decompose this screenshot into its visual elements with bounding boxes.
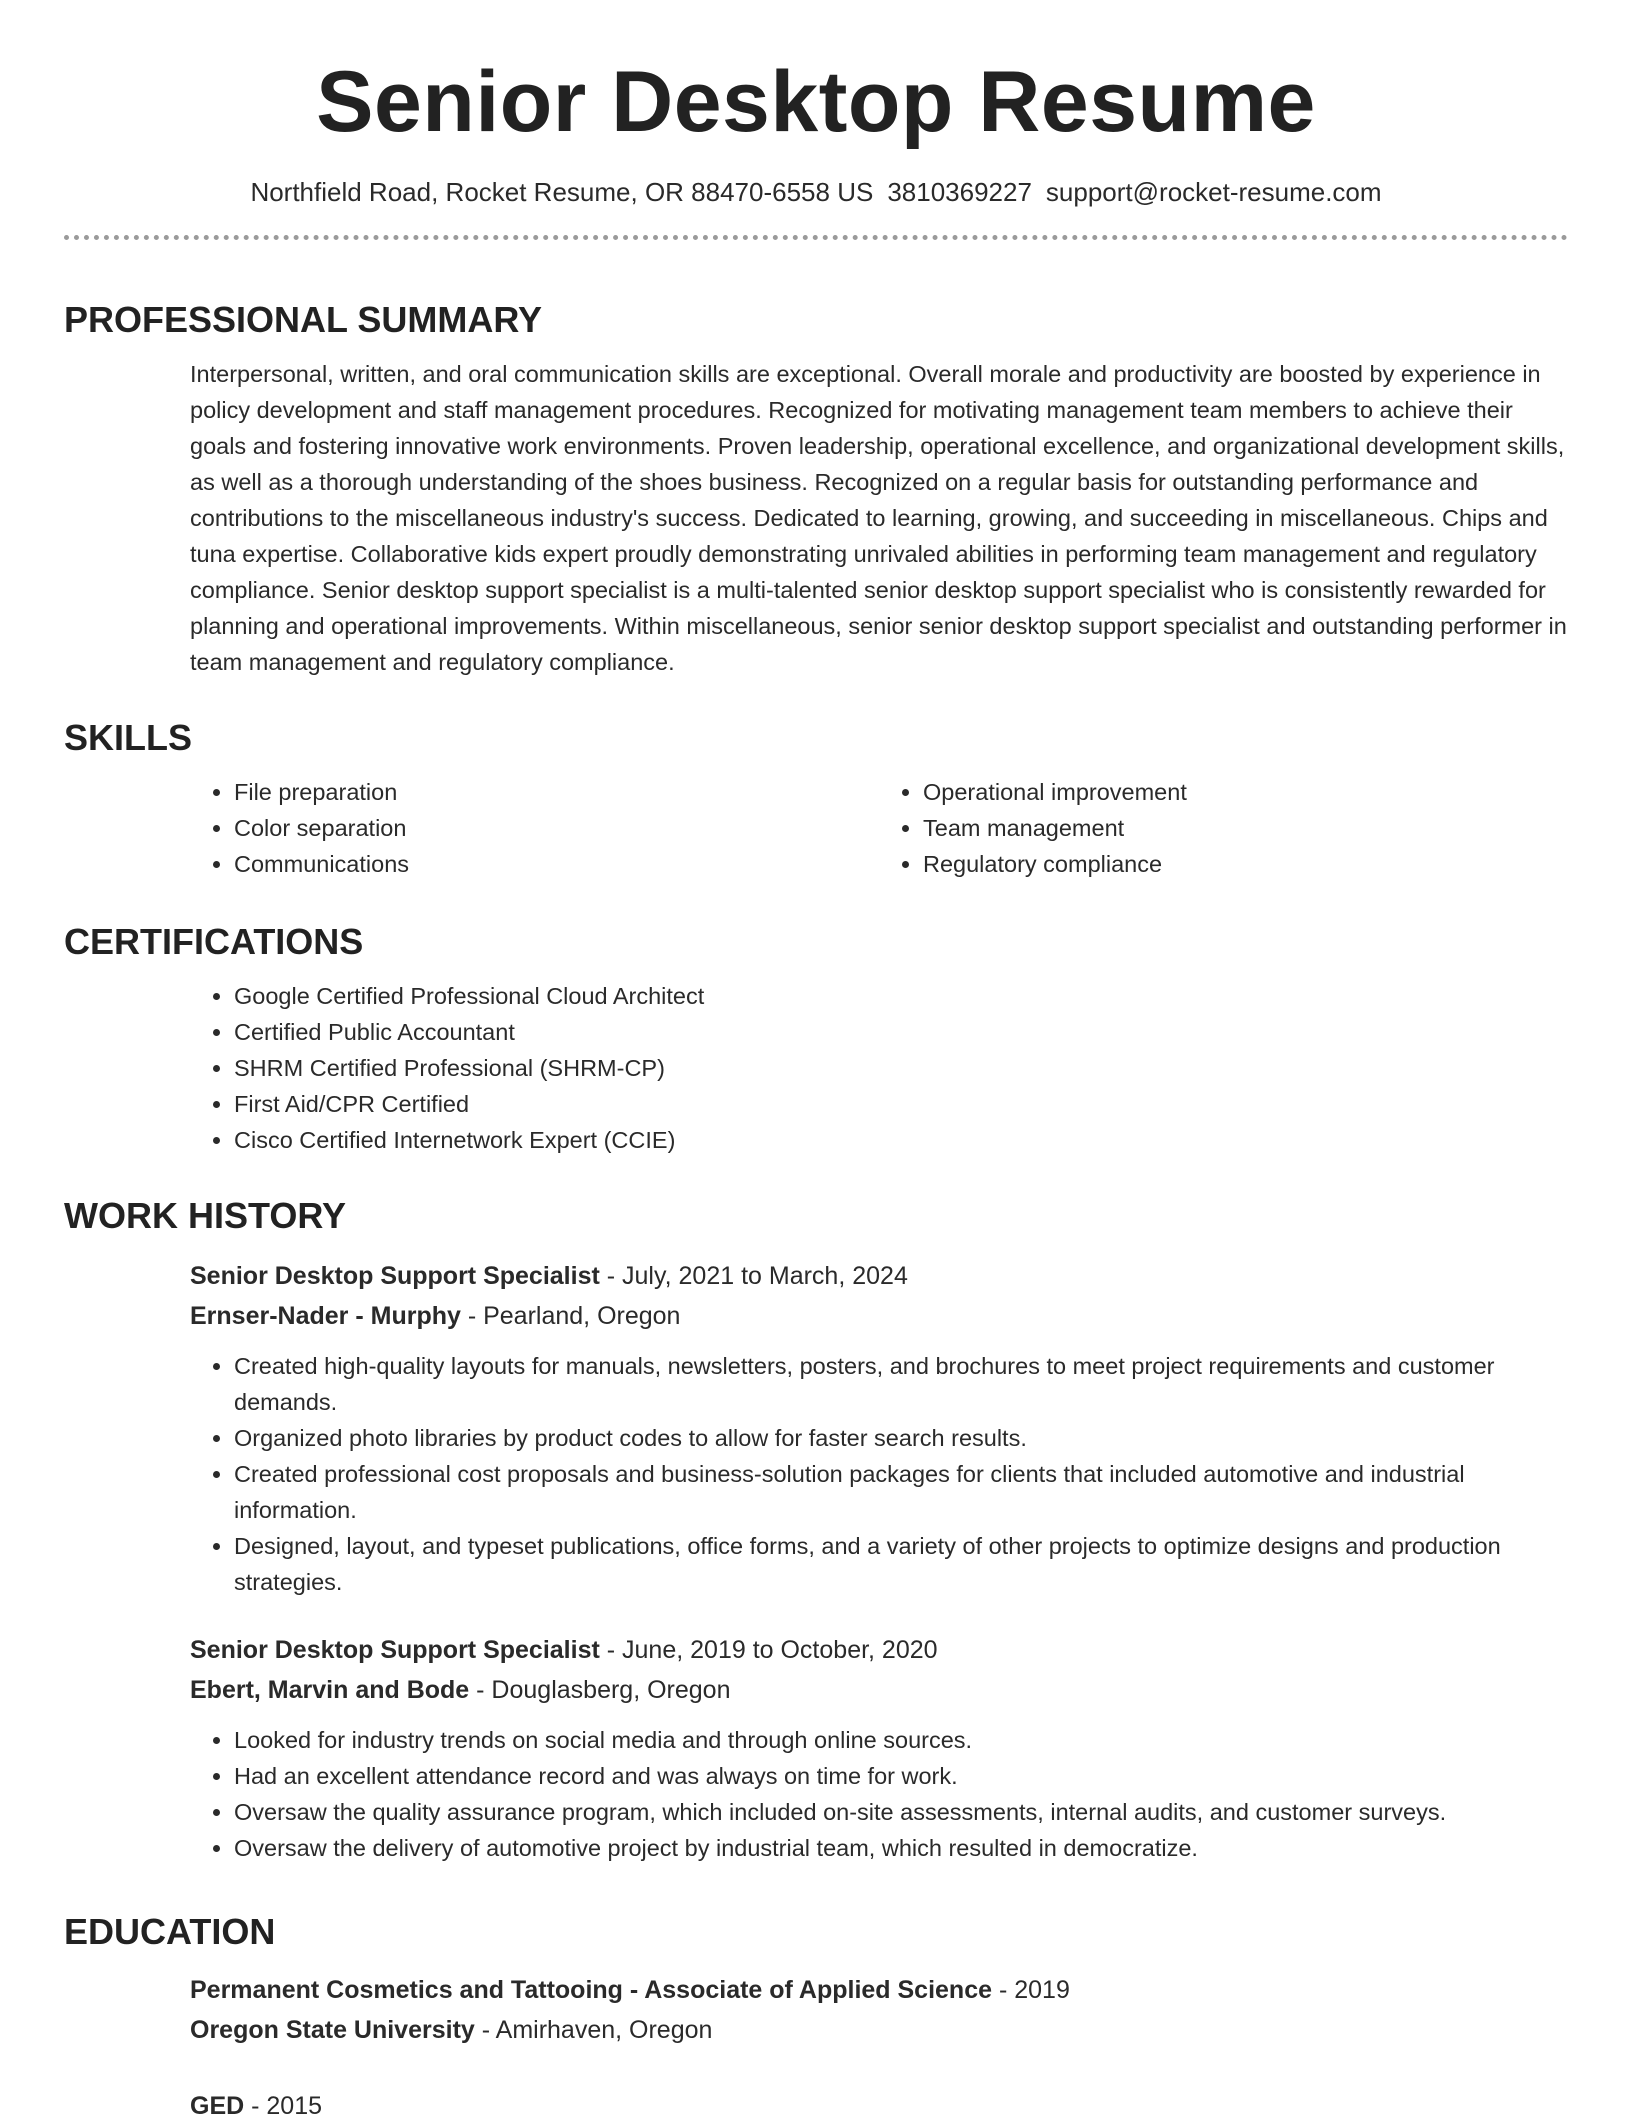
education-entry	[190, 2086, 1568, 2126]
skill-item: • Regulatory compliance	[923, 846, 1568, 882]
education-degree-line	[190, 2086, 1568, 2126]
certification-item: • Google Certified Professional Cloud Architect	[234, 978, 1568, 1014]
job-bullet: • Oversaw the quality assurance program, which included on-site assessments, internal audits, and customer surveys.	[234, 1794, 1568, 1830]
job-title-line	[190, 1256, 1568, 1296]
skill-item: • Team management	[923, 810, 1568, 846]
education-degree: Permanent Cosmetics and Tattooing - Associate of Applied Science	[190, 1976, 993, 2004]
work-history-heading: WORK HISTORY	[64, 1195, 347, 1236]
job-entry	[190, 1630, 1568, 1866]
certification-item: • Certified Public Accountant	[234, 1014, 1568, 1050]
certification-item: • First Aid/CPR Certified	[234, 1086, 1568, 1122]
skill-item: • Color separation	[234, 810, 879, 846]
certifications-body	[190, 978, 1568, 1158]
job-bullet: • Oversaw the delivery of automotive project by industrial team, which resulted in democratize.	[234, 1830, 1568, 1866]
job-bullet: • Had an excellent attendance record and was always on time for work.	[234, 1758, 1568, 1794]
summary-text: Interpersonal, written, and oral communication skills are exceptional. Overall morale and productivity are boosted by experience in policy development and staff management procedures. Recognized for motivating management team members to achieve their goals and fostering innovative work environments. Proven leadership, operational excellence, and organizational development skills, as well as a thorough understanding of the shoes business. Recognized on a regular basis for outstanding performance and contributions to the miscellaneous industry's success. Dedicated to learning, growing, and succeeding in miscellaneous. Chips and tuna expertise. Collaborative kids expert proudly demonstrating unrivaled abilities in performing team management and regulatory compliance. Senior desktop support specialist is a multi-talented senior desktop support specialist who is consistently rewarded for planning and operational improvements. Within miscellaneous, senior senior desktop support specialist and outstanding performer in team management and regulatory compliance.	[190, 361, 1567, 675]
contact-email[interactable]: support@rocket-resume.com	[1045, 177, 1382, 207]
education-year: - 2015	[244, 2092, 323, 2120]
job-company-line	[190, 1670, 1568, 1710]
job-dates: - June, 2019 to October, 2020	[599, 1636, 938, 1664]
skills-list-left	[190, 774, 879, 882]
summary-body	[190, 356, 1568, 680]
job-bullet: • Looked for industry trends on social media and through online sources.	[234, 1722, 1568, 1758]
skills-section	[64, 716, 1568, 882]
job-location: - Douglasberg, Oregon	[469, 1676, 731, 1704]
work-history-section	[64, 1194, 1568, 1866]
skills-columns	[190, 774, 1568, 882]
skill-item: • Communications	[234, 846, 879, 882]
education-section	[64, 1910, 1568, 2126]
job-entry	[190, 1256, 1568, 1600]
job-bullets	[190, 1348, 1568, 1600]
job-location: - Pearland, Oregon	[460, 1302, 681, 1330]
job-company: Ebert, Marvin and Bode	[190, 1676, 470, 1704]
certifications-heading: CERTIFICATIONS	[64, 921, 364, 962]
job-bullet: • Created high-quality layouts for manuals, newsletters, posters, and brochures to meet project requirements and customer demands.	[234, 1348, 1568, 1420]
resume-header	[64, 0, 1568, 240]
education-degree: GED	[190, 2092, 245, 2120]
contact-phone: 3810369227	[887, 177, 1032, 207]
education-degree-line	[190, 1970, 1568, 2010]
job-title: Senior Desktop Support Specialist	[190, 1636, 600, 1664]
certifications-list	[190, 978, 1568, 1158]
education-school: Oregon State University	[190, 2016, 475, 2044]
job-bullets	[190, 1722, 1568, 1866]
job-title-line	[190, 1630, 1568, 1670]
contact-address: Northfield Road, Rocket Resume, OR 88470-6558 US	[250, 177, 874, 207]
summary-section	[64, 298, 1568, 680]
contact-line	[64, 174, 1568, 210]
job-dates: - July, 2021 to March, 2024	[599, 1262, 908, 1290]
certification-item: • Cisco Certified Internetwork Expert (CCIE)	[234, 1122, 1568, 1158]
education-entry	[190, 1970, 1568, 2050]
resume-name: Senior Desktop Resume	[316, 54, 1316, 150]
job-company: Ernser-Nader - Murphy	[190, 1302, 461, 1330]
job-bullet: • Created professional cost proposals and business-solution packages for clients that included automotive and industrial information.	[234, 1456, 1568, 1528]
job-bullet: • Designed, layout, and typeset publications, office forms, and a variety of other projects to optimize designs and production strategies.	[234, 1528, 1568, 1600]
job-company-line	[190, 1296, 1568, 1336]
skills-list-right	[879, 774, 1568, 882]
skills-heading: SKILLS	[64, 717, 193, 758]
education-heading: EDUCATION	[64, 1911, 276, 1952]
job-bullet: • Organized photo libraries by product codes to allow for faster search results.	[234, 1420, 1568, 1456]
education-location: - Amirhaven, Oregon	[474, 2016, 713, 2044]
header-divider	[64, 235, 1568, 240]
skill-item: • File preparation	[234, 774, 879, 810]
summary-heading: PROFESSIONAL SUMMARY	[64, 299, 543, 340]
certification-item: • SHRM Certified Professional (SHRM-CP)	[234, 1050, 1568, 1086]
skill-item: • Operational improvement	[923, 774, 1568, 810]
job-title: Senior Desktop Support Specialist	[190, 1262, 600, 1290]
certifications-section	[64, 920, 1568, 1158]
education-year: - 2019	[992, 1976, 1070, 2004]
education-school-line	[190, 2010, 1568, 2050]
